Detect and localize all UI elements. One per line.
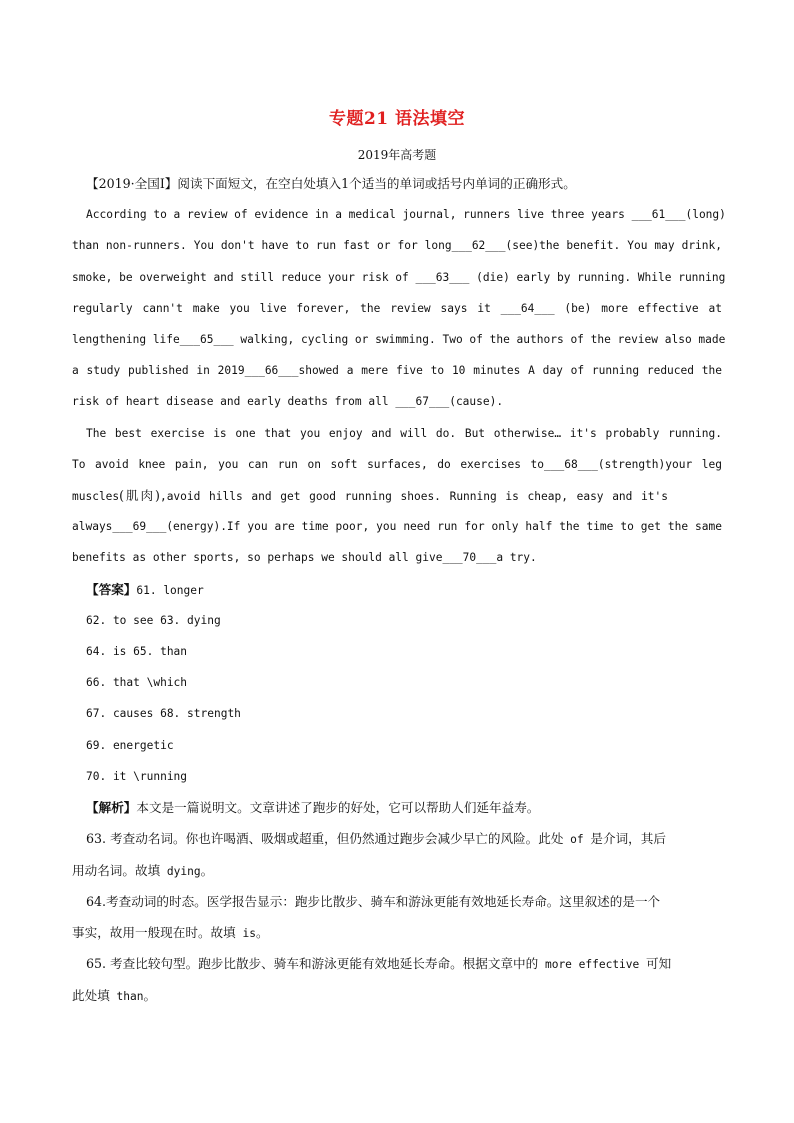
analysis-item-63: 63. 考查动名词。你也许喝酒、吸烟或超重，但仍然通过跑步会减少早亡的风险。此处 of 是介词，其后 [86, 831, 666, 846]
passage-line: muscles(肌肉),avoid hills and get good running shoes. Running is cheap, easy and it's [72, 488, 669, 503]
analysis-item-63-cont: 用动名词。故填 dying。 [72, 863, 214, 878]
answer-label: 【答案】 [86, 582, 137, 597]
blank-65: ___65___ [179, 333, 234, 346]
blank-67: ___67___ [395, 395, 450, 408]
analysis-intro: 【解析】本文是一篇说明文。文章讲述了跑步的好处，它可以帮助人们延年益寿。 [86, 800, 540, 815]
passage-line: regularly cann't make you live forever, the review says it ___64___ (be) more effective at [72, 302, 722, 315]
passage-line: risk of heart disease and early deaths from all ___67___(cause). [72, 395, 504, 408]
blank-68: ___68___ [544, 458, 598, 471]
analysis-item-65-cont: 此处填 than。 [72, 988, 157, 1003]
document-title: 专题21 语法填空 [328, 109, 466, 129]
answer-row: 69. energetic [86, 739, 174, 752]
passage-line: than non-runners. You don't have to run fast or for long___62___(see)the benefit. You may drink, [72, 239, 722, 252]
passage-line: To avoid knee pain, you can run on soft surfaces, do exercises to___68___(strength)your leg [72, 458, 722, 471]
blank-62: ___62___ [451, 239, 506, 252]
analysis-item-64-cont: 事实，故用一般现在时。故填 is。 [72, 925, 269, 940]
passage-line: benefits as other sports, so perhaps we should all give___70___a try. [72, 551, 537, 564]
blank-64: ___64___ [500, 302, 555, 315]
analysis-item-64: 64.考查动词的时态。医学报告显示：跑步比散步、骑车和游泳更能有效地延长寿命。这里叙述的是一个 [86, 894, 661, 909]
answer-row: 70. it \running [86, 770, 188, 783]
blank-63: ___63___ [415, 271, 470, 284]
analysis-label: 【解析】 [86, 800, 137, 815]
instruction-text: 【2019·全国I】阅读下面短文，在空白处填入1个适当的单词或括号内单词的正确形式。 [86, 176, 576, 191]
answer-row: 67. causes 68. strength [86, 707, 241, 720]
passage-line: According to a review of evidence in a medical journal, runners live three years ___61___(long) [86, 208, 726, 221]
answer-row: 66. that \which [86, 676, 188, 689]
blank-70: ___70___ [442, 551, 497, 564]
passage-line: always___69___(energy).If you are time poor, you need run for only half the time to get the same [72, 520, 722, 533]
passage-line: smoke, be overweight and still reduce your risk of ___63___ (die) early by running. While running [72, 271, 726, 284]
blank-61: ___61___ [631, 208, 686, 221]
analysis-item-65: 65. 考查比较句型。跑步比散步、骑车和游泳更能有效地延长寿命。根据文章中的 more effective 可知 [86, 956, 672, 971]
passage-line: a study published in 2019___66___showed a mere five to 10 minutes A day of running reduced the [72, 364, 722, 377]
blank-66: ___66___ [244, 364, 299, 377]
blank-69: ___69___ [112, 520, 167, 533]
document-subtitle: 2019年高考题 [357, 148, 437, 162]
answer-row: 【答案】61. longer [86, 582, 204, 597]
passage-line: lengthening life___65___ walking, cycling or swimming. Two of the authors of the review also made [72, 333, 726, 346]
answer-row: 64. is 65. than [86, 645, 188, 658]
answer-row: 62. to see 63. dying [86, 614, 221, 627]
passage-line: The best exercise is one that you enjoy and will do. But otherwise… it's probably running. [86, 427, 722, 440]
